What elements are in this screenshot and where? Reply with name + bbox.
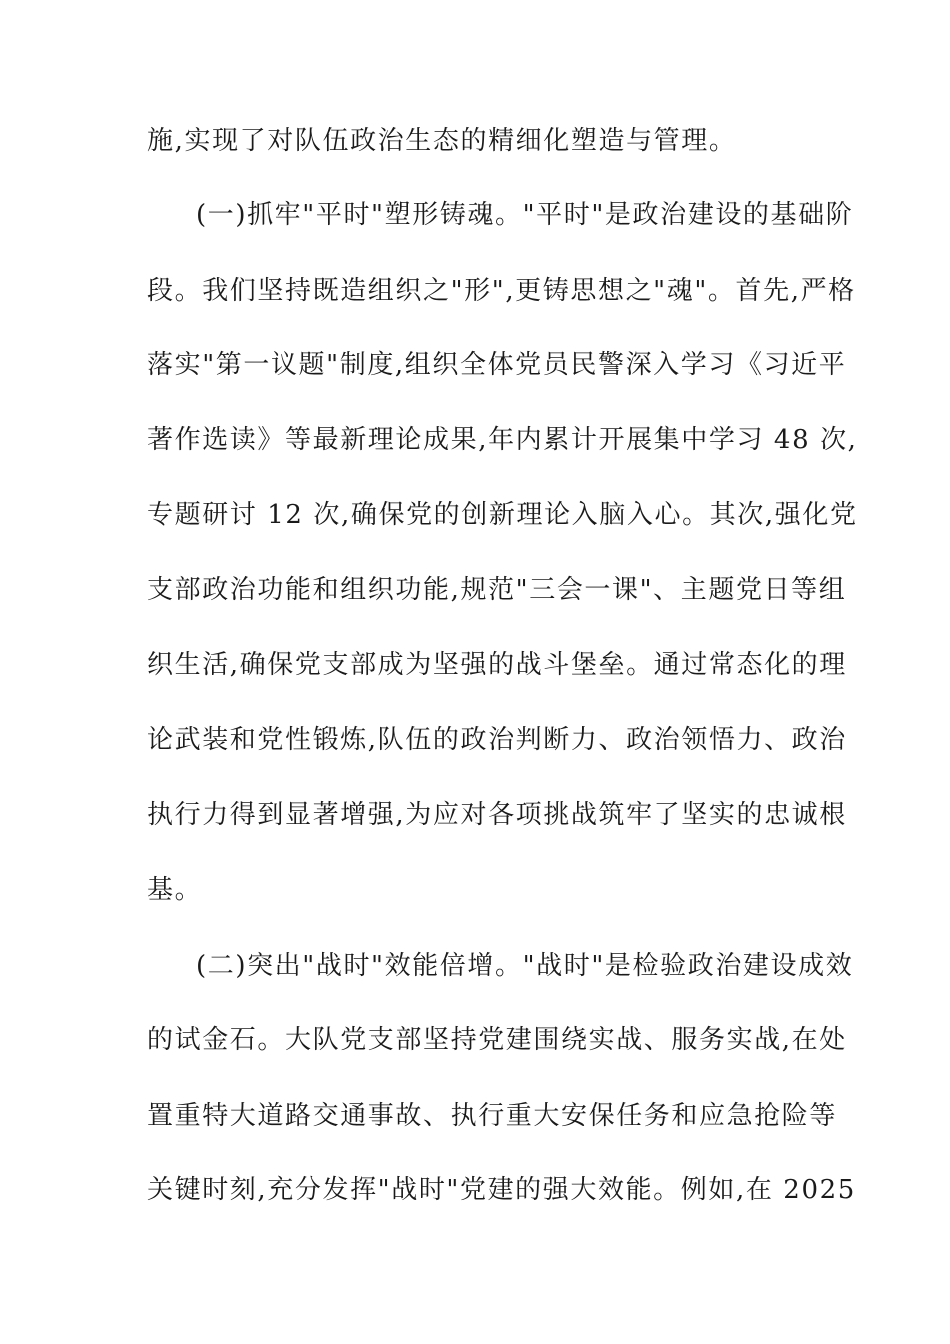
text-line: 专题研讨 12 次,确保党的创新理论入脑入心。其次,强化党 bbox=[147, 500, 858, 530]
text-line: 的试金石。大队党支部坚持党建围绕实战、服务实战,在处 bbox=[147, 1025, 847, 1055]
text-line: 织生活,确保党支部成为坚强的战斗堡垒。通过常态化的理 bbox=[147, 650, 847, 680]
text-line: 论武装和党性锻炼,队伍的政治判断力、政治领悟力、政治 bbox=[147, 725, 847, 755]
text-line: 基。 bbox=[147, 875, 203, 905]
section-heading-line: (二)突出"战时"效能倍增。"战时"是检验政治建设成效 bbox=[196, 951, 854, 981]
text-line: 段。我们坚持既造组织之"形",更铸思想之"魂"。首先,严格 bbox=[147, 276, 856, 306]
section-heading-line: (一)抓牢"平时"塑形铸魂。"平时"是政治建设的基础阶 bbox=[196, 200, 854, 230]
text-line: 执行力得到显著增强,为应对各项挑战筑牢了坚实的忠诚根 bbox=[147, 800, 847, 830]
text-line: 落实"第一议题"制度,组织全体党员民警深入学习《习近平 bbox=[147, 350, 847, 380]
text-line: 支部政治功能和组织功能,规范"三会一课"、主题党日等组 bbox=[147, 575, 847, 605]
text-line: 关键时刻,充分发挥"战时"党建的强大效能。例如,在 2025 bbox=[147, 1175, 856, 1205]
text-line: 施,实现了对队伍政治生态的精细化塑造与管理。 bbox=[147, 126, 737, 156]
text-line: 置重特大道路交通事故、执行重大安保任务和应急抢险等 bbox=[147, 1101, 838, 1131]
text-line: 著作选读》等最新理论成果,年内累计开展集中学习 48 次, bbox=[147, 425, 858, 455]
